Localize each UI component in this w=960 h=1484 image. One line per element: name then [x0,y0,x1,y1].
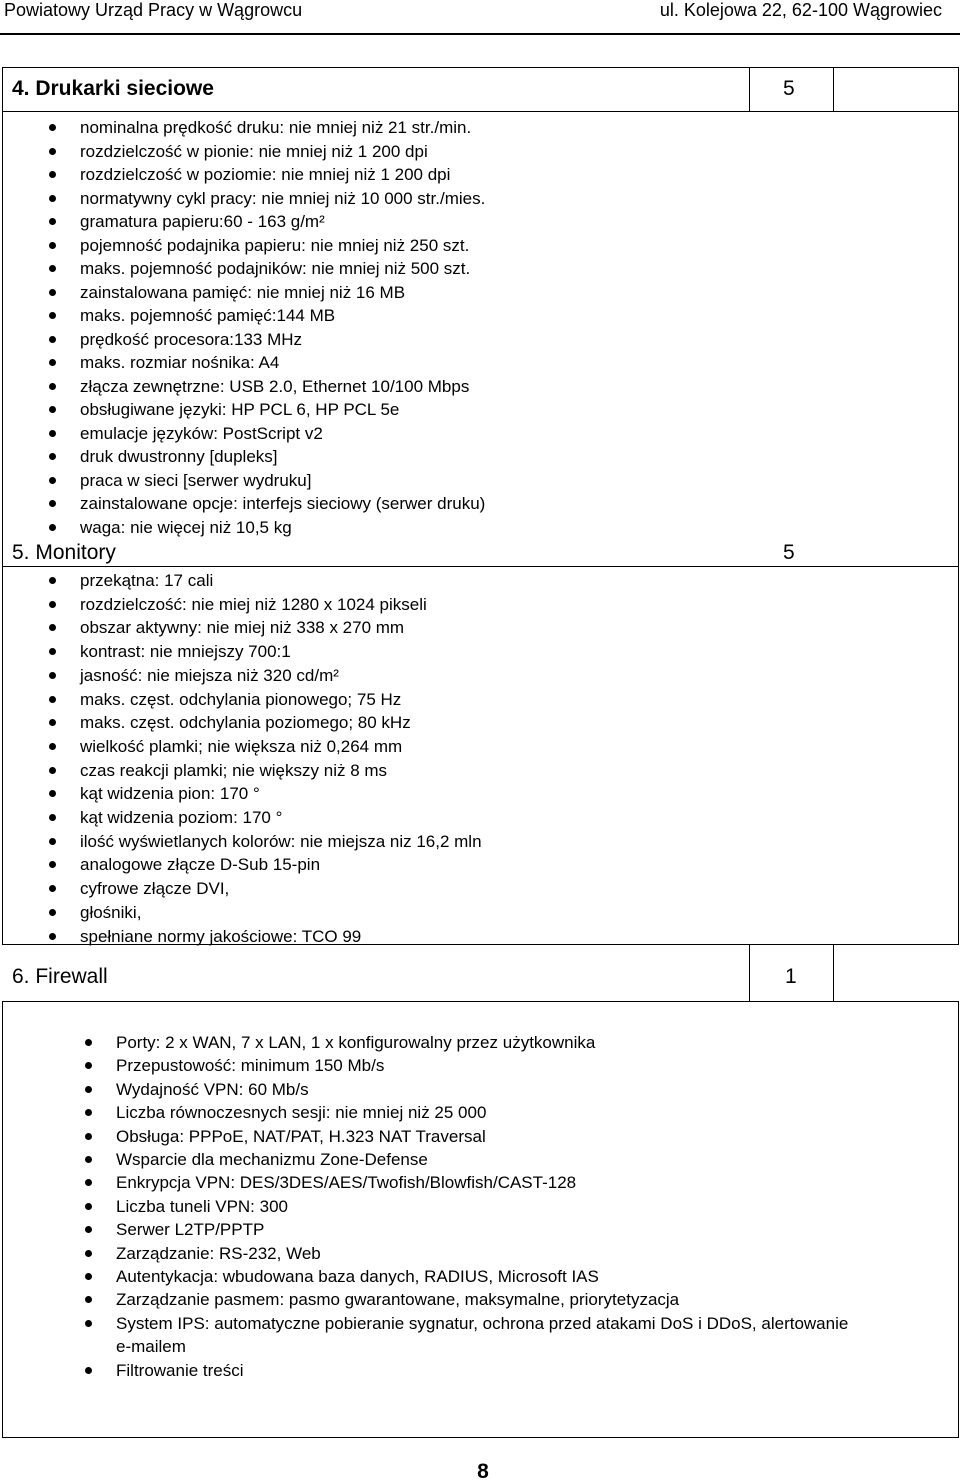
bullet-icon [49,933,56,940]
bullet-icon [49,430,56,437]
spec-item-text: spełniane normy jakościowe: TCO 99 [80,926,362,946]
bullet-icon [49,477,56,484]
spec-item-text: Zarządzanie: RS-232, Web [116,1243,321,1263]
spec-item-text: maks. rozmiar nośnika: A4 [80,353,280,372]
section-title-printers: 4. Drukarki sieciowe [12,77,214,100]
bullet-icon [85,1367,92,1374]
bullet-icon [49,767,56,774]
spec-item-text: jasność: nie miejsza niż 320 cd/m² [80,665,339,685]
bullet-icon [85,1320,92,1327]
bullet-icon [49,289,56,296]
header-rule [0,33,960,35]
spec-item [80,901,482,925]
spec-item-text: obszar aktywny: nie miej niż 338 x 270 mm [80,618,405,638]
spec-item-text: analogowe złącze D-Sub 15-pin [80,855,321,875]
spec-item-text: Filtrowanie treści [116,1360,244,1380]
bullet-icon [49,383,56,390]
spec-item [116,1359,848,1382]
bullet-icon [49,195,56,202]
spec-item-text: maks. pojemność podajników: nie mniej niż 500 szt. [80,259,471,278]
spec-item [80,853,482,877]
spec-item [80,925,482,949]
spec-item-text: Enkrypcja VPN: DES/3DES/AES/Twofish/Blowfish/CAST-128 [116,1173,577,1193]
spec-item-text: emulacje języków: PostScript v2 [80,423,323,443]
bullet-icon [49,672,56,679]
spec-item [116,1125,848,1148]
spec-item [80,257,485,281]
spec-item [80,445,485,469]
bullet-icon [49,124,56,131]
bullet-icon [49,601,56,608]
spec-item [80,782,482,806]
spec-item-text: obsługiwane języki: HP PCL 6, HP PCL 5e [80,400,400,419]
spec-item-text: e-mailem [116,1337,186,1357]
spec-item [116,1078,848,1101]
spec-item [80,593,482,617]
spec-item [80,234,485,258]
spec-item-text: pojemność podajnika papieru: nie mniej niż 250 szt. [80,235,470,255]
bullet-icon [49,500,56,507]
section-qty-monitors: 5 [783,541,795,564]
spec-item [80,711,482,735]
spec-item [80,616,482,640]
spec-item-text: prędkość procesora:133 MHz [80,329,303,349]
spec-item [80,664,482,688]
spec-item-text: Zarządzanie pasmem: pasmo gwarantowane, maksymalne, priorytetyzacja [116,1290,680,1310]
bullet-icon [49,242,56,249]
spec-item-text: kąt widzenia poziom: 170 ° [80,808,283,828]
spec-item-text: zainstalowana pamięć: nie mniej niż 16 MB [80,282,406,302]
spec-item [80,163,485,187]
page-number: 8 [477,1460,489,1483]
spec-item-text: nominalna prędkość druku: nie mniej niż 21 str./min. [80,118,472,137]
spec-item-text: Liczba równoczesnych sesji: nie mniej niż 25 000 [116,1103,487,1123]
spec-item [116,1288,848,1311]
bullet-icon [49,171,56,178]
header-left: Powiatowy Urząd Pracy w Wągrowcu [4,0,303,20]
spec-item-text: Wydajność VPN: 60 Mb/s [116,1079,309,1099]
bullet-icon [49,359,56,366]
spec-item-text: ilość wyświetlanych kolorów: nie miejsza niz 16,2 mln [80,831,482,851]
spec-item-text: Porty: 2 x WAN, 7 x LAN, 1 x konfigurowalny przez użytkownika [116,1033,596,1052]
spec-item [80,116,485,140]
spec-item-text: Przepustowość: minimum 150 Mb/s [116,1056,385,1076]
firewall-spec-list [116,1031,848,1382]
spec-item [80,469,485,493]
spec-item [80,877,482,901]
bullet-icon [49,743,56,750]
bullet-icon [85,1273,92,1280]
bullet-icon [85,1133,92,1140]
spec-item-text: rozdzielczość w poziomie: nie mniej niż 1 200 dpi [80,165,451,184]
spec-item [80,351,485,375]
spec-item [80,759,482,783]
col-divider [833,945,834,1001]
spec-item-text: gramatura papieru:60 - 163 g/m² [80,212,325,231]
spec-item [116,1335,848,1358]
spec-item-text: normatywny cykl pracy: nie mniej niż 10 000 str./mies. [80,188,486,208]
spec-item-text: Obsługa: PPPoE, NAT/PAT, H.323 NAT Traversal [116,1126,486,1146]
spec-item-text: głośniki, [80,902,142,922]
bullet-icon [49,696,56,703]
monitors-spec-list [80,569,482,948]
spec-item-text: Wsparcie dla mechanizmu Zone-Defense [116,1150,428,1170]
bullet-icon [49,265,56,272]
spec-item [80,516,485,540]
bullet-icon [85,1203,92,1210]
spec-item-text: maks. częst. odchylania poziomego; 80 kHz [80,713,411,733]
header-right: ul. Kolejowa 22, 62-100 Wągrowiec [659,0,942,20]
bullet-icon [85,1039,92,1046]
section-title-monitors: 5. Monitory [12,541,116,564]
spec-item-text: kontrast: nie mniejszy 700:1 [80,642,291,662]
row-divider [2,566,959,567]
bullet-icon [49,406,56,413]
spec-item-text: waga: nie więcej niż 10,5 kg [80,517,292,537]
spec-item [80,569,482,593]
spec-item-text: System IPS: automatyczne pobieranie sygnatur, ochrona przed atakami DoS i DDoS, alertowanie [116,1313,849,1333]
bullet-icon [49,909,56,916]
spec-item [80,640,482,664]
spec-item-text: przekątna: 17 cali [80,571,214,590]
bullet-icon [49,312,56,319]
bullet-icon [85,1156,92,1163]
section-qty-printers: 5 [783,77,795,100]
spec-item [80,210,485,234]
printers-spec-list [80,116,485,539]
spec-item-text: czas reakcji plamki; nie większy niż 8 ms [80,760,388,780]
bullet-icon [49,148,56,155]
spec-item [80,398,485,422]
spec-item [116,1265,848,1288]
spec-item-text: złącza zewnętrzne: USB 2.0, Ethernet 10/100 Mbps [80,376,470,396]
spec-item-text: Serwer L2TP/PPTP [116,1220,265,1240]
spec-item-text: zainstalowane opcje: interfejs sieciowy (serwer druku) [80,494,486,513]
bullet-icon [49,577,56,584]
section-qty-firewall: 1 [785,965,797,988]
col-divider [833,67,834,111]
bullet-icon [49,814,56,821]
spec-item [80,375,485,399]
spec-item-text: rozdzielczość w pionie: nie mniej niż 1 200 dpi [80,141,428,161]
spec-item-text: Liczba tuneli VPN: 300 [116,1196,288,1216]
spec-item-text: maks. częst. odchylania pionowego; 75 Hz [80,689,402,709]
spec-item-text: wielkość plamki; nie większa niż 0,264 mm [80,736,403,756]
spec-item-text: rozdzielczość: nie miej niż 1280 x 1024 pikseli [80,594,427,614]
spec-item [80,328,485,352]
spec-item [116,1242,848,1265]
spec-item [80,735,482,759]
spec-item [80,187,485,211]
spec-item [80,140,485,164]
section-title-firewall: 6. Firewall [12,965,108,988]
spec-item-text: praca w sieci [serwer wydruku] [80,470,312,490]
spec-item [116,1171,848,1194]
bullet-icon [49,524,56,531]
spec-item [116,1031,848,1054]
bullet-icon [85,1086,92,1093]
spec-item [80,830,482,854]
spec-item [116,1148,848,1171]
spec-item [116,1054,848,1077]
spec-item-text: cyfrowe złącze DVI, [80,879,230,899]
col-divider [749,67,750,111]
spec-item [80,422,485,446]
spec-item [116,1312,848,1335]
spec-item [80,688,482,712]
spec-item [116,1101,848,1124]
spec-item-text: maks. pojemność pamięć:144 MB [80,306,336,325]
spec-item-text: druk dwustronny [dupleks] [80,447,278,466]
page-header [0,0,960,24]
bullet-icon [49,336,56,343]
spec-item [116,1195,848,1218]
spec-item [116,1218,848,1241]
bullet-icon [85,1250,92,1257]
bullet-icon [49,453,56,460]
bullet-icon [49,218,56,225]
spec-item [80,806,482,830]
col-divider [749,945,750,1001]
spec-item [80,281,485,305]
spec-item [80,304,485,328]
spec-item-text: kąt widzenia pion: 170 ° [80,784,260,804]
bullet-icon [49,838,56,845]
row-divider [2,111,959,112]
spec-item-text: Autentykacja: wbudowana baza danych, RADIUS, Microsoft IAS [116,1267,599,1287]
spec-item [80,492,485,516]
